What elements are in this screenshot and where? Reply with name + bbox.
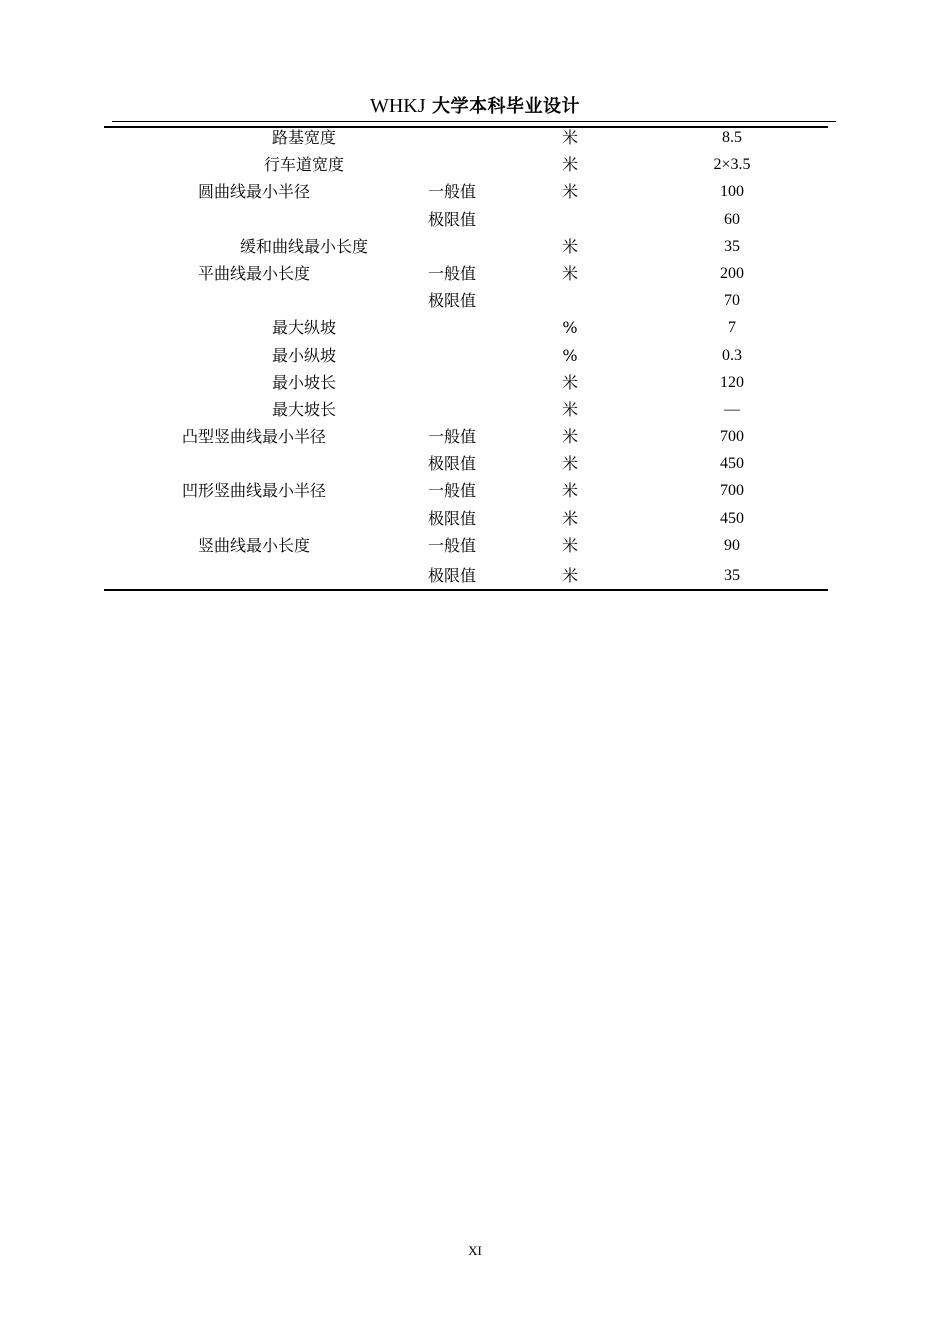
table-row (104, 208, 828, 235)
table-row (104, 126, 828, 153)
param-unit: 米 (561, 566, 578, 585)
param-unit: 米 (561, 508, 578, 528)
param-subtype: 一般值 (428, 263, 477, 283)
param-unit: 米 (561, 481, 578, 501)
header-title: 大学本科毕业设计 (432, 96, 581, 117)
table-row (104, 344, 828, 371)
param-value: 700 (720, 482, 744, 500)
param-value: 8.5 (722, 129, 742, 146)
param-subtype: 一般值 (428, 427, 477, 447)
param-value: 0.3 (722, 346, 742, 364)
param-value: 7 (728, 319, 736, 337)
param-unit: 米 (561, 128, 578, 147)
param-value: 450 (720, 455, 744, 473)
param-value: 70 (724, 292, 740, 310)
param-name: 平曲线最小长度 (197, 263, 310, 283)
table-bottom-rule (104, 589, 828, 591)
param-name: 凸型竖曲线最小半径 (181, 427, 326, 447)
table-row (104, 507, 828, 534)
param-value: 35 (724, 567, 740, 584)
parameter-table (104, 126, 828, 591)
param-value: 2×3.5 (713, 156, 751, 174)
param-value: 90 (724, 536, 740, 554)
table-row (104, 316, 828, 343)
param-subtype (428, 398, 482, 425)
param-subtype: 极限值 (428, 566, 477, 585)
param-subtype: 一般值 (428, 182, 477, 202)
table-row (104, 235, 828, 262)
param-subtype: 一般值 (428, 481, 477, 501)
param-name: 最大纵坡 (271, 318, 336, 338)
param-name: 缓和曲线最小长度 (239, 236, 368, 256)
page-header (0, 94, 950, 119)
param-unit: % (562, 318, 578, 338)
param-unit: 米 (561, 155, 578, 175)
param-subtype (428, 153, 482, 180)
param-value: — (724, 400, 740, 418)
param-unit (540, 289, 600, 316)
param-unit: 米 (561, 182, 578, 202)
param-unit: 米 (561, 454, 578, 474)
page-number: XI (468, 1243, 482, 1258)
param-unit: 米 (561, 399, 578, 419)
param-unit: % (562, 345, 578, 365)
param-unit: 米 (561, 236, 578, 256)
table-row (104, 262, 828, 289)
param-name: 行车道宽度 (263, 155, 344, 175)
param-subtype: 极限值 (428, 209, 477, 229)
param-unit: 米 (561, 535, 578, 555)
param-value: 35 (724, 237, 740, 255)
param-subtype: 一般值 (428, 535, 477, 555)
param-name: 路基宽度 (271, 128, 336, 147)
param-value: 450 (720, 509, 744, 527)
header-rule-thin (112, 121, 836, 122)
table-row (104, 289, 828, 316)
param-name: 最小纵坡 (271, 345, 336, 365)
param-subtype: 极限值 (428, 508, 477, 528)
table-row (104, 561, 828, 591)
table-row (104, 425, 828, 452)
table-row (104, 371, 828, 398)
header-latin: WHKJ (369, 95, 426, 117)
param-subtype (428, 316, 482, 343)
param-name: 最小坡长 (271, 372, 336, 392)
param-name: 最大坡长 (271, 399, 336, 419)
param-subtype (428, 235, 482, 262)
param-subtype (428, 126, 482, 153)
table-row (104, 534, 828, 561)
param-name: 凹形竖曲线最小半径 (181, 481, 326, 501)
param-subtype (428, 344, 482, 371)
param-name: 圆曲线最小半径 (197, 182, 310, 202)
table-row (104, 398, 828, 425)
param-value: 100 (720, 183, 744, 201)
param-unit (540, 208, 600, 235)
table-row (104, 452, 828, 479)
param-subtype: 极限值 (428, 291, 477, 311)
table-row (104, 153, 828, 180)
param-name: 竖曲线最小长度 (197, 535, 310, 555)
param-subtype: 极限值 (428, 454, 477, 474)
table-row (104, 479, 828, 506)
param-unit: 米 (561, 263, 578, 283)
param-value: 120 (720, 373, 744, 391)
param-value: 700 (720, 428, 744, 446)
table-row (104, 180, 828, 207)
param-value: 200 (720, 264, 744, 282)
param-value: 60 (724, 210, 740, 228)
param-unit: 米 (561, 372, 578, 392)
param-subtype (428, 371, 482, 398)
param-unit: 米 (561, 427, 578, 447)
